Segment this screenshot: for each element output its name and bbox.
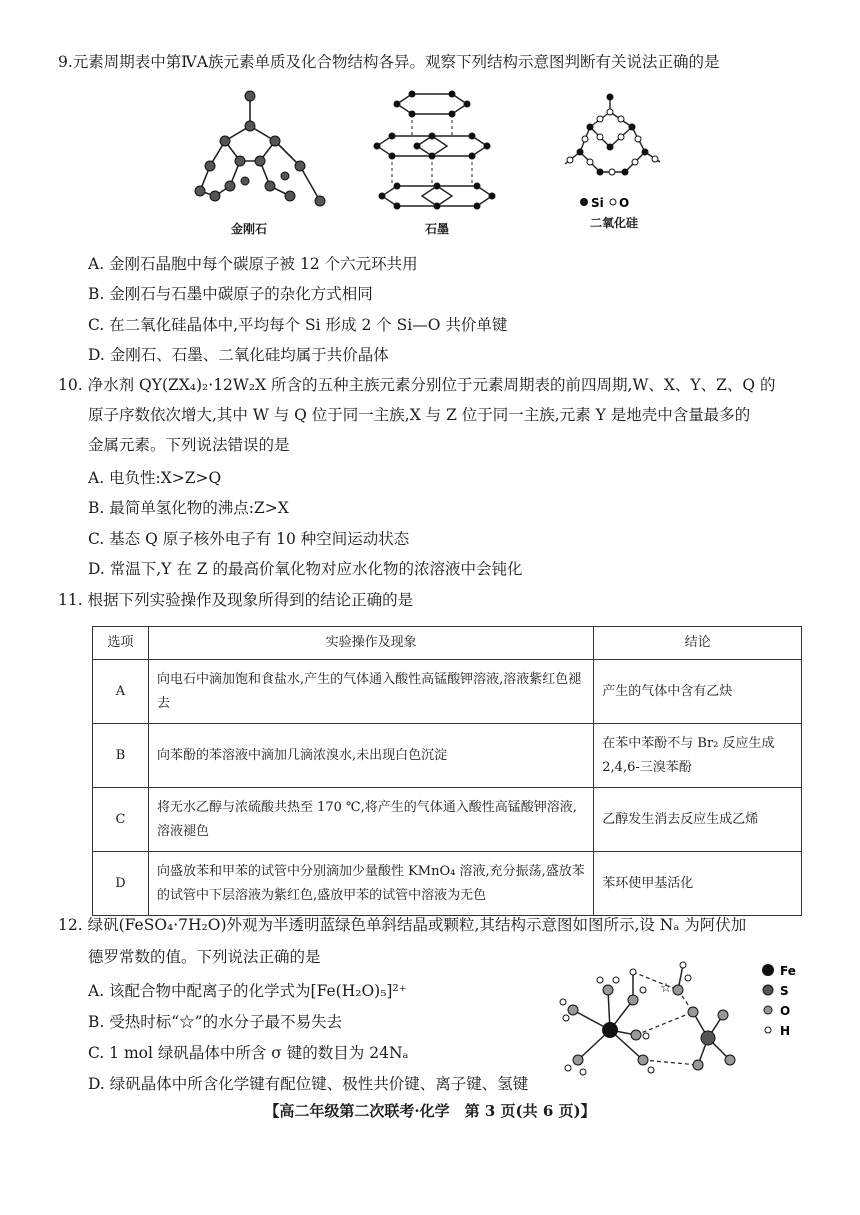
q9-option-d: D. 金刚石、石墨、二氧化硅均属于共价晶体 bbox=[88, 346, 389, 364]
q12-option-a: A. 该配合物中配离子的化学式为[Fe(H₂O)₅]²⁺ bbox=[88, 982, 407, 1000]
q9-option-b: B. 金刚石与石墨中碳原子的杂化方式相同 bbox=[88, 285, 373, 303]
legend-s-label: S bbox=[780, 984, 789, 998]
legend-h-label: H bbox=[780, 1024, 791, 1038]
q12-option-d: D. 绿矾晶体中所含化学键有配位键、极性共价键、离子键、氢键 bbox=[88, 1075, 529, 1093]
green-vitriol-structure-figure bbox=[548, 950, 758, 1090]
row-conclusion: 苯环使甲基活化 bbox=[594, 852, 802, 916]
row-operation: 向电石中滴加饱和食盐水,产生的气体通入酸性高锰酸钾溶液,溶液紫红色褪去 bbox=[148, 660, 593, 724]
q9-option-a: A. 金刚石晶胞中每个碳原子被 12 个六元环共用 bbox=[88, 255, 418, 273]
q9-option-c: C. 在二氧化硅晶体中,平均每个 Si 形成 2 个 Si—O 共价单键 bbox=[88, 316, 508, 334]
row-conclusion: 乙醇发生消去反应生成乙烯 bbox=[594, 788, 802, 852]
header-conclusion: 结论 bbox=[594, 627, 802, 660]
row-conclusion: 产生的气体中含有乙炔 bbox=[594, 660, 802, 724]
q10-option-d: D. 常温下,Y 在 Z 的最高价氧化物对应水化物的浓溶液中会钝化 bbox=[88, 560, 523, 578]
table-row bbox=[93, 724, 802, 788]
legend-o-label: O bbox=[619, 196, 630, 210]
silica-caption: 二氧化硅 bbox=[590, 216, 639, 230]
q10-option-c: C. 基态 Q 原子核外电子有 10 种空间运动状态 bbox=[88, 530, 410, 548]
table-header-row bbox=[93, 627, 802, 660]
q9-stem: 9.元素周期表中第ⅣA族元素单质及化合物结构各异。观察下列结构示意图判断有关说法正确的是 bbox=[58, 53, 720, 71]
row-operation: 向盛放苯和甲苯的试管中分别滴加少量酸性 KMnO₄ 溶液,充分振荡,盛放苯的试管中下层溶液为紫红色,盛放甲苯的试管中溶液为无色 bbox=[148, 852, 593, 916]
silica-structure-figure bbox=[560, 92, 670, 192]
q12-option-c: C. 1 mol 绿矾晶体中所含 σ 键的数目为 24Nₐ bbox=[88, 1044, 409, 1062]
q10-option-b: B. 最简单氢化物的沸点:Z>X bbox=[88, 499, 289, 517]
q12-option-b: B. 受热时标“☆”的水分子最不易失去 bbox=[88, 1013, 343, 1031]
legend-fe-label: Fe bbox=[780, 964, 796, 978]
vitriol-legend bbox=[760, 962, 810, 1042]
header-option: 选项 bbox=[93, 627, 149, 660]
row-option: A bbox=[93, 660, 149, 724]
q10-option-a: A. 电负性:X>Z>Q bbox=[88, 469, 222, 487]
q12-stem-line1: 12. 绿矾(FeSO₄·7H₂O)外观为半透明蓝绿色单斜结晶或颗粒,其结构示意图如图所示,设 Nₐ 为阿伏加 bbox=[58, 916, 747, 934]
row-option: D bbox=[93, 852, 149, 916]
page-footer: 【高二年级第二次联考·化学 第 3 页(共 6 页)】 bbox=[264, 1102, 596, 1120]
graphite-caption: 石墨 bbox=[425, 222, 450, 236]
header-operation: 实验操作及现象 bbox=[148, 627, 593, 660]
fe-atom bbox=[602, 1022, 618, 1038]
table-row bbox=[93, 660, 802, 724]
graphite-structure-figure bbox=[372, 86, 512, 216]
diamond-structure-figure bbox=[185, 86, 335, 216]
star-mark-icon: ☆ bbox=[660, 981, 672, 996]
legend-o-label: O bbox=[780, 1004, 791, 1018]
row-option: C bbox=[93, 788, 149, 852]
q11-stem: 11. 根据下列实验操作及现象所得到的结论正确的是 bbox=[58, 591, 414, 609]
row-option: B bbox=[93, 724, 149, 788]
diamond-caption: 金刚石 bbox=[231, 222, 268, 236]
row-conclusion: 在苯中苯酚不与 Br₂ 反应生成 2,4,6-三溴苯酚 bbox=[594, 724, 802, 788]
experiment-table bbox=[92, 626, 802, 916]
q10-stem-line1: 10. 净水剂 QY(ZX₄)₂·12W₂X 所含的五种主族元素分别位于元素周期表的前四周期,W、X、Y、Z、Q 的 bbox=[58, 376, 776, 394]
q12-stem-line2: 德罗常数的值。下列说法正确的是 bbox=[88, 948, 321, 966]
row-operation: 向苯酚的苯溶液中滴加几滴浓溴水,未出现白色沉淀 bbox=[148, 724, 593, 788]
table-row bbox=[93, 788, 802, 852]
row-operation: 将无水乙醇与浓硫酸共热至 170 ℃,将产生的气体通入酸性高锰酸钾溶液,溶液褪色 bbox=[148, 788, 593, 852]
table-row bbox=[93, 852, 802, 916]
legend-si-label: Si bbox=[591, 196, 604, 210]
q10-stem-line3: 金属元素。下列说法错误的是 bbox=[88, 436, 290, 454]
q10-stem-line2: 原子序数依次增大,其中 W 与 Q 位于同一主族,X 与 Z 位于同一主族,元素 Y 是地壳中含量最多的 bbox=[88, 406, 751, 424]
silica-legend bbox=[578, 194, 668, 210]
